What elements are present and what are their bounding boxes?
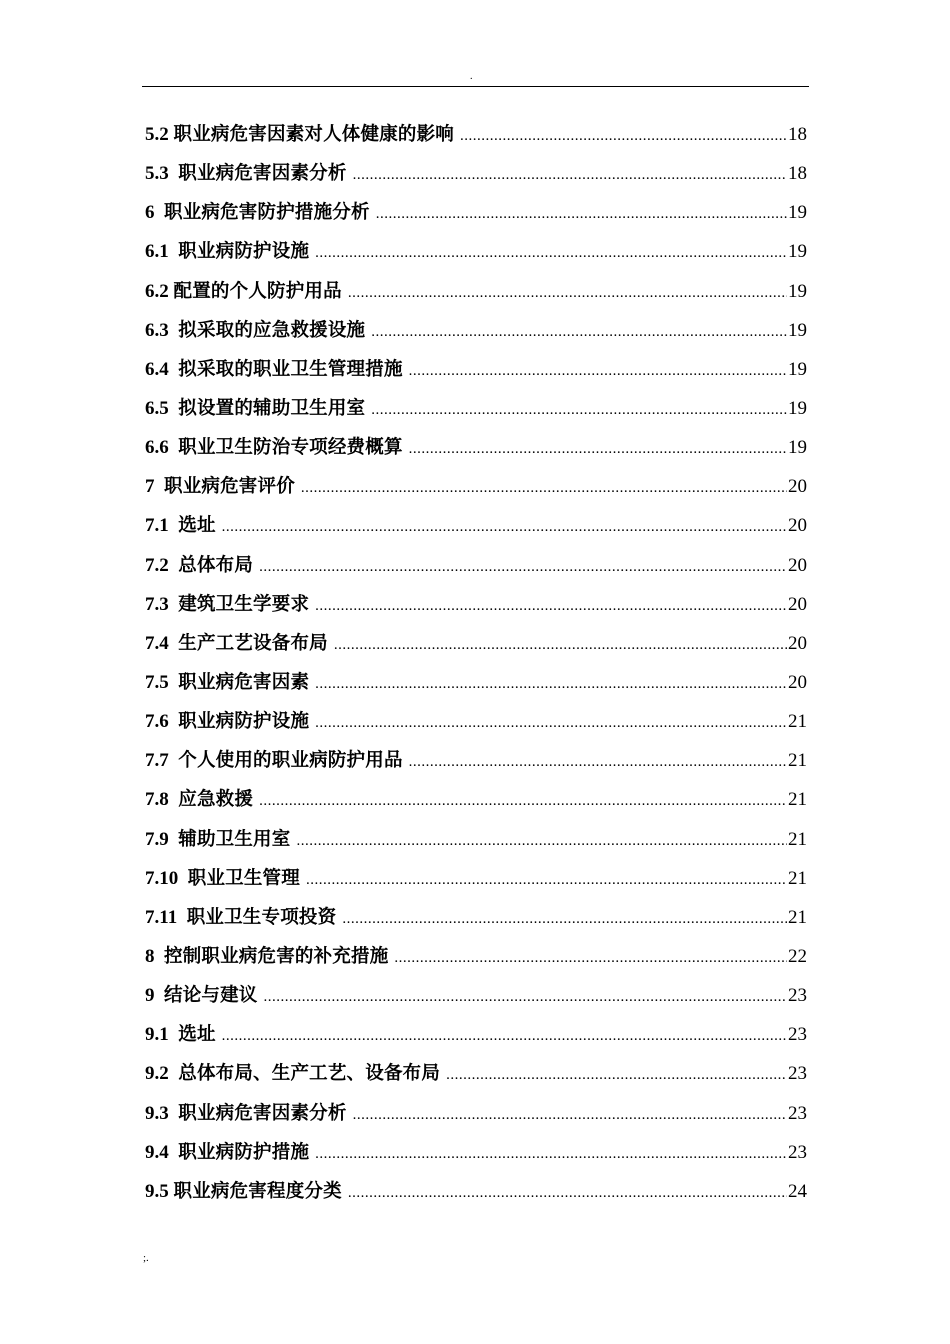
toc-entry[interactable] — [145, 1172, 807, 1211]
toc-entry[interactable] — [145, 154, 807, 193]
toc-entry[interactable] — [145, 193, 807, 232]
toc-entry-page: 20 — [788, 671, 807, 693]
toc-entry[interactable] — [145, 624, 807, 663]
toc-entry-title: 职业病危害因素分析 — [178, 1102, 347, 1124]
toc-entry-page: 21 — [788, 906, 807, 928]
toc-dot-leader — [301, 469, 787, 508]
toc-entry-title: 选址 — [178, 515, 216, 537]
toc-entry-title: 职业卫生专项投资 — [186, 906, 337, 928]
toc-entry-title: 总体布局、生产工艺、设备布局 — [178, 1063, 441, 1085]
toc-entry[interactable] — [145, 820, 807, 859]
toc-dot-leader — [306, 861, 787, 900]
toc-entry[interactable] — [145, 1094, 807, 1133]
toc-entry-number: 6.2 — [145, 280, 174, 302]
toc-entry-page: 24 — [788, 1180, 807, 1202]
toc-entry-number: 9.4 — [145, 1141, 179, 1163]
toc-entry-number: 9.5 — [145, 1180, 174, 1202]
toc-entry-title: 配置的个人防护用品 — [173, 280, 342, 302]
toc-dot-leader — [342, 900, 787, 939]
toc-entry[interactable] — [145, 311, 807, 350]
toc-entry-number: 9.3 — [145, 1102, 179, 1124]
toc-entry-number: 7.6 — [145, 711, 179, 733]
toc-entry-page: 23 — [788, 1063, 807, 1085]
toc-entry-page: 20 — [788, 593, 807, 615]
toc-entry-number: 8 — [145, 945, 164, 967]
toc-entry[interactable] — [145, 702, 807, 741]
toc-dot-leader — [376, 195, 787, 234]
toc-entry-page: 21 — [788, 867, 807, 889]
toc-dot-leader — [409, 352, 787, 391]
toc-entry-page: 19 — [788, 319, 807, 341]
toc-dot-leader — [296, 822, 787, 861]
toc-entry-number: 9.1 — [145, 1024, 179, 1046]
toc-entry[interactable] — [145, 350, 807, 389]
header-mark: . — [470, 71, 473, 82]
toc-entry[interactable] — [145, 898, 807, 937]
toc-dot-leader — [259, 782, 787, 821]
toc-entry-title: 职业病危害评价 — [164, 476, 295, 498]
toc-dot-leader — [371, 391, 787, 430]
toc-entry-title: 建筑卫生学要求 — [178, 593, 310, 615]
toc-entry-number: 6.6 — [145, 437, 179, 459]
toc-entry-number: 7 — [145, 476, 164, 498]
toc-entry-number: 7.8 — [145, 789, 179, 811]
toc-dot-leader — [353, 1096, 787, 1135]
toc-entry-number: 7.4 — [145, 632, 179, 654]
toc-entry-number: 5.3 — [145, 163, 179, 185]
toc-dot-leader — [315, 704, 787, 743]
toc-dot-leader — [222, 508, 787, 547]
toc-entry-number: 7.1 — [145, 515, 179, 537]
toc-entry-title: 职业卫生防治专项经费概算 — [178, 437, 403, 459]
toc-entry-number: 6.5 — [145, 397, 179, 419]
toc-entry[interactable] — [145, 859, 807, 898]
toc-entry[interactable] — [145, 115, 807, 154]
toc-entry-number: 7.2 — [145, 554, 179, 576]
toc-entry[interactable] — [145, 585, 807, 624]
toc-entry-page: 20 — [788, 515, 807, 537]
toc-entry-number: 6.4 — [145, 358, 179, 380]
toc-entry-title: 职业卫生管理 — [187, 867, 300, 889]
toc-entry-page: 21 — [788, 789, 807, 811]
toc-entry-page: 23 — [788, 1024, 807, 1046]
toc-entry-number: 5.2 — [145, 124, 174, 145]
toc-entry-number: 6.1 — [145, 241, 179, 263]
toc-entry-number: 7.10 — [145, 867, 188, 889]
toc-entry-page: 19 — [788, 280, 807, 302]
toc-entry-title: 总体布局 — [178, 554, 254, 576]
toc-entry-number: 7.3 — [145, 593, 179, 615]
toc-entry-title: 拟设置的辅助卫生用室 — [178, 397, 366, 419]
toc-dot-leader — [334, 626, 787, 665]
toc-entry-number: 6.3 — [145, 319, 179, 341]
toc-entry[interactable] — [145, 272, 807, 311]
toc-entry-page: 19 — [788, 241, 807, 263]
toc-entry[interactable] — [145, 428, 807, 467]
toc-entry-page: 21 — [788, 828, 807, 850]
toc-entry-page: 23 — [788, 1141, 807, 1163]
toc-dot-leader — [222, 1017, 787, 1056]
toc-entry[interactable] — [145, 1133, 807, 1172]
toc-entry-title: 应急救援 — [178, 789, 254, 811]
toc-entry-page: 20 — [788, 476, 807, 498]
toc-entry-title: 控制职业病危害的补充措施 — [164, 945, 389, 967]
toc-entry[interactable] — [145, 780, 807, 819]
toc-entry-number: 9 — [145, 985, 164, 1007]
toc-dot-leader — [315, 587, 787, 626]
toc-entry-title: 职业病危害因素分析 — [178, 163, 347, 185]
toc-dot-leader — [315, 1135, 787, 1174]
toc-entry-page: 20 — [788, 554, 807, 576]
toc-entry[interactable] — [145, 741, 807, 780]
toc-dot-leader — [353, 156, 787, 195]
toc-entry-title: 职业病防护设施 — [178, 711, 310, 733]
toc-dot-leader — [460, 117, 787, 156]
toc-entry-title: 职业病危害防护措施分析 — [164, 202, 370, 224]
toc-entry-page: 22 — [788, 945, 807, 967]
toc-entry-page: 23 — [788, 1102, 807, 1124]
toc-entry[interactable] — [145, 506, 807, 545]
toc-dot-leader — [446, 1056, 787, 1095]
toc-entry-title: 拟采取的职业卫生管理措施 — [178, 358, 403, 380]
toc-entry[interactable] — [145, 1015, 807, 1054]
toc-entry-page: 23 — [788, 985, 807, 1007]
toc-entry-title: 职业病防护措施 — [178, 1141, 310, 1163]
toc-entry[interactable] — [145, 976, 807, 1015]
toc-entry-title: 生产工艺设备布局 — [178, 632, 328, 654]
toc-entry-page: 19 — [788, 202, 807, 224]
toc-dot-leader — [409, 430, 787, 469]
toc-entry[interactable] — [145, 232, 807, 271]
toc-entry-page: 19 — [788, 358, 807, 380]
toc-entry-number: 7.9 — [145, 828, 179, 850]
toc-dot-leader — [315, 234, 787, 273]
toc-entry-number: 6 — [145, 202, 164, 224]
toc-entry-title: 结论与建议 — [164, 985, 258, 1007]
toc-entry-title: 职业病危害因素对人体健康的影响 — [173, 124, 455, 145]
toc-dot-leader — [315, 665, 787, 704]
toc-entry[interactable] — [145, 389, 807, 428]
toc-entry-title: 职业病危害程度分类 — [173, 1180, 342, 1202]
toc-entry-page: 20 — [788, 632, 807, 654]
toc-entry-title: 辅助卫生用室 — [178, 828, 291, 850]
toc-entry[interactable] — [145, 937, 807, 976]
header-divider — [142, 86, 809, 87]
toc-entry-page: 21 — [788, 711, 807, 733]
toc-dot-leader — [348, 1174, 787, 1213]
toc-entry[interactable] — [145, 546, 807, 585]
toc-entry-title: 个人使用的职业病防护用品 — [178, 750, 403, 772]
toc-dot-leader — [264, 978, 787, 1017]
toc-dot-leader — [371, 313, 787, 352]
toc-entry-number: 7.5 — [145, 671, 179, 693]
toc-entry-number: 7.7 — [145, 750, 179, 772]
toc-dot-leader — [409, 743, 787, 782]
toc-entry-title: 职业病危害因素 — [178, 671, 310, 693]
toc-entry-page: 21 — [788, 750, 807, 772]
toc-entry[interactable] — [145, 663, 807, 702]
toc-entry-page: 18 — [788, 124, 807, 145]
toc-entry-page: 19 — [788, 437, 807, 459]
table-of-contents — [145, 115, 807, 1211]
toc-entry-title: 职业病防护设施 — [178, 241, 310, 263]
toc-entry-number: 9.2 — [145, 1063, 179, 1085]
toc-entry-title: 选址 — [178, 1024, 216, 1046]
toc-dot-leader — [348, 274, 787, 313]
footer-mark: ;. — [143, 1252, 149, 1264]
toc-entry-title: 拟采取的应急救援设施 — [178, 319, 366, 341]
toc-entry[interactable] — [145, 1054, 807, 1093]
toc-entry-page: 18 — [788, 163, 807, 185]
toc-entry-number: 7.11 — [145, 906, 187, 928]
toc-entry[interactable] — [145, 467, 807, 506]
toc-dot-leader — [394, 939, 787, 978]
toc-dot-leader — [259, 548, 787, 587]
toc-entry-page: 19 — [788, 397, 807, 419]
